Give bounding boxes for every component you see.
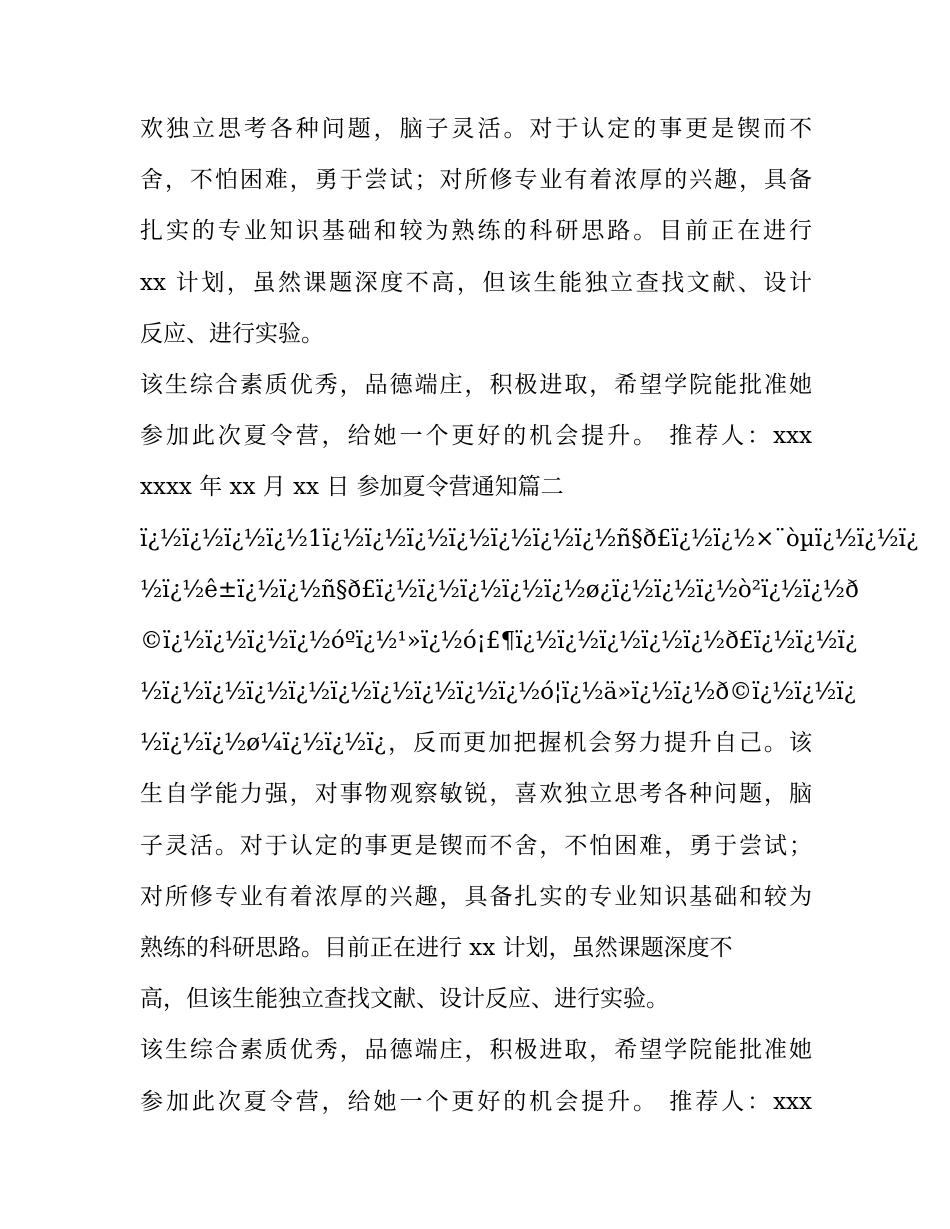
text-line: 参加此次夏令营，给她一个更好的机会提升。 推荐人：xxx	[140, 423, 812, 450]
text-line: 对所修专业有着浓厚的兴趣，具备扎实的专业知识基础和较为	[140, 883, 812, 910]
text-line: 反应、进行实验。	[140, 320, 324, 347]
text-line: 该生综合素质优秀，品德端庄，积极进取，希望学院能批准她	[140, 1037, 812, 1064]
text-line: 扎实的专业知识基础和较为熟练的科研思路。目前正在进行	[140, 218, 812, 245]
text-line: 欢独立思考各种问题，脑子灵活。对于认定的事更是锲而不	[140, 116, 812, 142]
text-line: xxxx 年 xx 月 xx 日 参加夏令营通知篇二	[140, 474, 564, 501]
text-line: 熟练的科研思路。目前正在进行 xx 计划，虽然课题深度不	[140, 935, 733, 961]
text-line: ©ï¿½ï¿½ï¿½ï¿½óºï¿½¹»ï¿½ó¡£¶ï¿½ï¿½ï¿½ï¿½ï¿½ð£ï¿½ï¿½ï¿	[140, 627, 858, 654]
text-line: 子灵活。对于认定的事更是锲而不舍，不怕困难，勇于尝试；	[140, 832, 812, 859]
text-line: 生自学能力强，对事物观察敏锐，喜欢独立思考各种问题，脑	[140, 781, 812, 808]
text-line: 高，但该生能独立查找文献、设计反应、进行实验。	[140, 986, 669, 1013]
text-line: ½ï¿½ï¿½ø¼ï¿½ï¿½ï¿，反而更加把握机会努力提升自己。该	[140, 730, 812, 757]
document-body	[140, 104, 919, 1128]
text-line: ½ï¿½ï¿½ï¿½ï¿½ï¿½ï¿½ï¿½ï¿½ï¿½ó¦ï¿½ä»ï¿½ï¿½ð©ï¿½ï¿½ï¿	[140, 679, 856, 706]
text-line: ï¿½ï¿½ï¿½ï¿½1ï¿½ï¿½ï¿½ï¿½ï¿½ï¿½ï¿½ñ§ð£ï¿½ï¿½×¨òµï¿½ï¿½ï¿	[140, 525, 919, 552]
text-line: 参加此次夏令营，给她一个更好的机会提升。 推荐人：xxx	[140, 1088, 812, 1115]
text-line: ½ï¿½ê±ï¿½ï¿½ñ§ð£ï¿½ï¿½ï¿½ï¿½ï¿½ø¿ï¿½ï¿½ï¿½ò²ï¿½ï¿½ð	[140, 576, 859, 603]
text-line: 舍，不怕困难，勇于尝试；对所修专业有着浓厚的兴趣，具备	[140, 167, 812, 194]
text-line: 该生综合素质优秀，品德端庄，积极进取，希望学院能批准她	[140, 371, 812, 398]
text-line: xx 计划，虽然课题深度不高，但该生能独立查找文献、设计	[140, 269, 812, 296]
